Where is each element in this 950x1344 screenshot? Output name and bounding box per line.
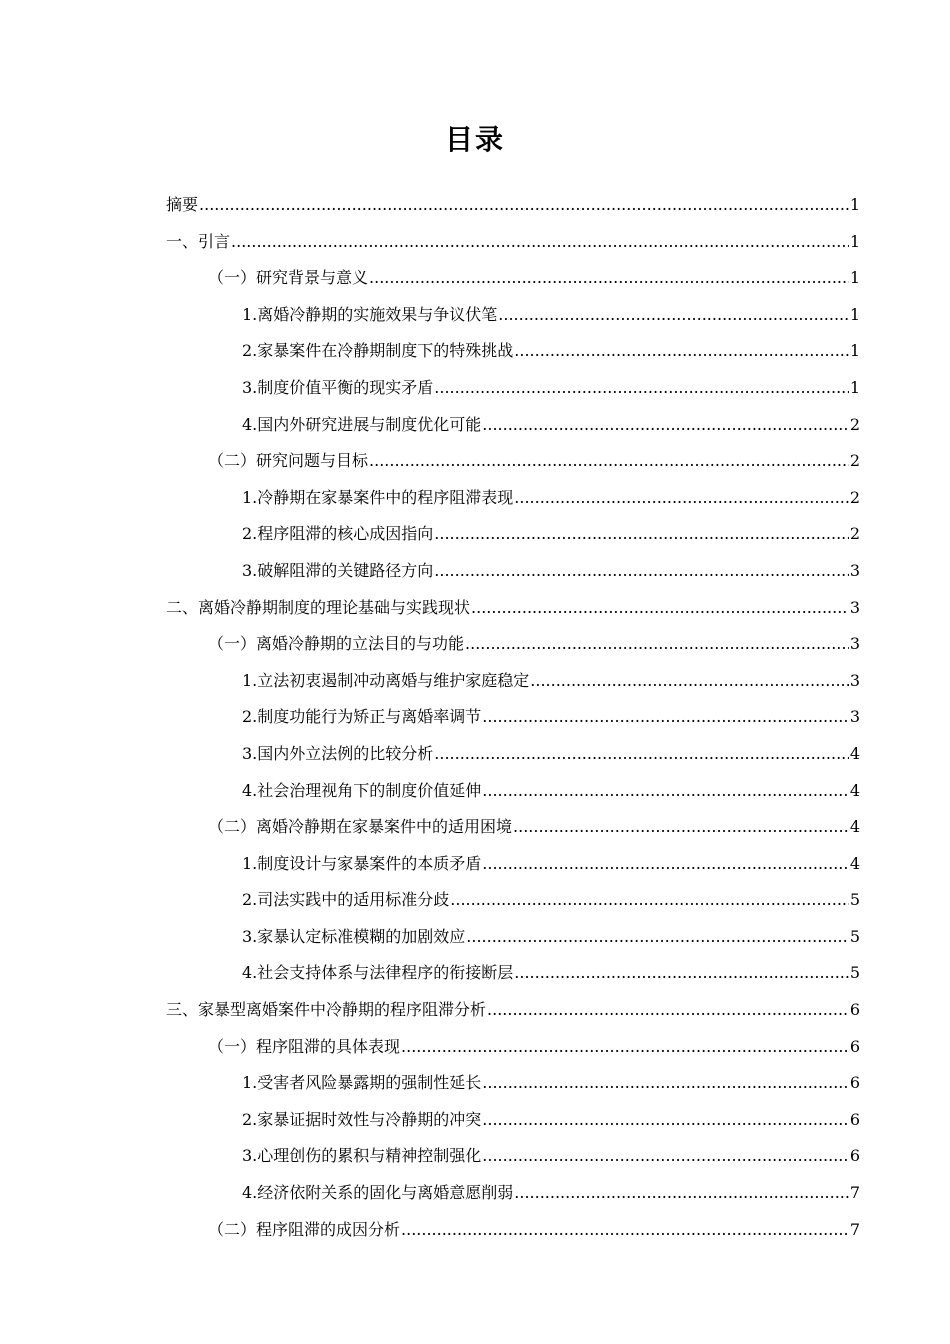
toc-dot-leader	[482, 1138, 849, 1175]
toc-page-number: 6	[849, 1109, 860, 1129]
toc-dot-leader	[482, 1102, 849, 1139]
toc-entry-text: 3.家暴认定标准模糊的加剧效应	[242, 926, 466, 946]
toc-entry-text: 1.制度设计与家暴案件的本质矛盾	[242, 853, 482, 873]
toc-page-number: 4	[849, 743, 860, 763]
toc-dot-leader	[482, 1065, 849, 1102]
toc-entry-text: （二）程序阻滞的成因分析	[208, 1219, 401, 1239]
toc-dot-leader	[482, 407, 849, 444]
toc-page-number: 3	[849, 560, 860, 580]
toc-entry-text: 3.破解阻滞的关键路径方向	[242, 560, 434, 580]
toc-dot-leader	[471, 590, 849, 627]
toc-entry-text: 3.国内外立法例的比较分析	[242, 743, 434, 763]
toc-dot-leader	[514, 955, 849, 992]
toc-page-number: 6	[849, 1146, 860, 1166]
toc-entry[interactable]	[166, 955, 860, 992]
toc-dot-leader	[514, 333, 849, 370]
toc-entry-text: （一）研究背景与意义	[208, 268, 369, 288]
toc-dot-leader	[513, 809, 849, 846]
toc-entry-text: （一）离婚冷静期的立法目的与功能	[208, 634, 465, 654]
toc-list	[166, 187, 860, 1248]
toc-entry[interactable]	[166, 663, 860, 700]
toc-entry-text: （二）离婚冷静期在家暴案件中的适用困境	[208, 817, 513, 837]
toc-entry-text: 摘要	[166, 195, 199, 214]
toc-entry-text: 2.程序阻滞的核心成因指向	[242, 524, 434, 544]
toc-page-number: 3	[849, 634, 860, 654]
toc-dot-leader	[369, 260, 849, 297]
toc-entry-text: （二）研究问题与目标	[208, 451, 369, 471]
toc-page-number: 1	[849, 268, 860, 288]
toc-page-number: 3	[849, 597, 860, 617]
toc-page-number: 3	[849, 670, 860, 690]
toc-dot-leader	[450, 882, 849, 919]
toc-page-number: 6	[849, 1036, 860, 1056]
toc-entry-text: 4.社会支持体系与法律程序的衔接断层	[242, 963, 514, 983]
toc-page-number: 5	[849, 890, 860, 910]
toc-dot-leader	[482, 773, 849, 810]
toc-page-number: 3	[849, 707, 860, 727]
toc-entry-text: 3.心理创伤的累积与精神控制强化	[242, 1146, 482, 1166]
toc-entry[interactable]	[166, 699, 860, 736]
toc-entry-text: 一、引言	[166, 231, 231, 251]
toc-entry-text: 1.受害者风险暴露期的强制性延长	[242, 1073, 482, 1093]
toc-entry[interactable]	[166, 1138, 860, 1175]
toc-dot-leader	[369, 443, 849, 480]
toc-entry[interactable]	[166, 773, 860, 810]
toc-entry[interactable]	[166, 443, 860, 480]
toc-entry-text: 2.家暴案件在冷静期制度下的特殊挑战	[242, 341, 514, 361]
toc-entry[interactable]	[166, 1212, 860, 1249]
toc-entry[interactable]	[166, 407, 860, 444]
toc-entry-text: 4.经济依附关系的固化与离婚意愿削弱	[242, 1183, 514, 1203]
toc-entry[interactable]	[166, 480, 860, 517]
toc-entry[interactable]	[166, 187, 860, 224]
toc-entry-text: 2.司法实践中的适用标准分歧	[242, 890, 450, 910]
toc-page-number: 6	[849, 1000, 860, 1020]
toc-page-number: 6	[849, 1073, 860, 1093]
toc-entry[interactable]	[166, 370, 860, 407]
toc-entry[interactable]	[166, 260, 860, 297]
toc-dot-leader	[482, 699, 849, 736]
toc-entry[interactable]	[166, 333, 860, 370]
toc-entry-text: 2.家暴证据时效性与冷静期的冲突	[242, 1109, 482, 1129]
toc-entry-text: 二、离婚冷静期制度的理论基础与实践现状	[166, 597, 471, 617]
toc-dot-leader	[199, 187, 849, 224]
toc-entry-text: 1.离婚冷静期的实施效果与争议伏笔	[242, 304, 498, 324]
toc-dot-leader	[231, 224, 849, 261]
toc-page-number: 1	[849, 341, 860, 361]
toc-dot-leader	[514, 480, 849, 517]
toc-page-number: 5	[849, 963, 860, 983]
toc-page-number: 2	[849, 487, 860, 507]
toc-dot-leader	[482, 846, 849, 883]
toc-entry-text: 4.社会治理视角下的制度价值延伸	[242, 780, 482, 800]
toc-entry[interactable]	[166, 626, 860, 663]
toc-page-number: 1	[849, 231, 860, 251]
toc-entry[interactable]	[166, 1102, 860, 1139]
toc-entry-text: 1.冷静期在家暴案件中的程序阻滞表现	[242, 487, 514, 507]
toc-page-number: 7	[849, 1183, 860, 1203]
toc-page-number: 4	[849, 853, 860, 873]
toc-dot-leader	[401, 1029, 849, 1066]
toc-entry[interactable]	[166, 882, 860, 919]
toc-entry-text: 3.制度价值平衡的现实矛盾	[242, 377, 434, 397]
toc-entry[interactable]	[166, 553, 860, 590]
toc-entry[interactable]	[166, 809, 860, 846]
toc-entry-text: 1.立法初衷遏制冲动离婚与维护家庭稳定	[242, 670, 530, 690]
toc-entry[interactable]	[166, 516, 860, 553]
toc-entry-text: 4.国内外研究进展与制度优化可能	[242, 414, 482, 434]
toc-page-number: 2	[849, 451, 860, 471]
toc-page-number: 1	[849, 377, 860, 397]
toc-dot-leader	[434, 370, 849, 407]
toc-title: 目录	[444, 123, 505, 156]
toc-dot-leader	[530, 663, 849, 700]
toc-dot-leader	[498, 297, 849, 334]
toc-dot-leader	[434, 736, 849, 773]
toc-entry[interactable]	[166, 224, 860, 261]
toc-entry-text: 2.制度功能行为矫正与离婚率调节	[242, 707, 482, 727]
toc-dot-leader	[465, 626, 849, 663]
toc-page-number: 4	[849, 817, 860, 837]
toc-page-number: 2	[849, 524, 860, 544]
toc-entry[interactable]	[166, 1175, 860, 1212]
toc-dot-leader	[434, 516, 849, 553]
toc-page-number: 7	[849, 1219, 860, 1239]
toc-page-number: 5	[849, 926, 860, 946]
toc-entry[interactable]	[166, 1065, 860, 1102]
toc-entry[interactable]	[166, 297, 860, 334]
toc-page-number: 4	[849, 780, 860, 800]
toc-entry[interactable]	[166, 992, 860, 1029]
toc-entry[interactable]	[166, 590, 860, 627]
toc-entry[interactable]	[166, 919, 860, 956]
toc-dot-leader	[466, 919, 849, 956]
toc-page-number: 2	[849, 414, 860, 434]
toc-page-number: 1	[849, 304, 860, 324]
toc-entry-text: （一）程序阻滞的具体表现	[208, 1036, 401, 1056]
toc-entry-text: 三、家暴型离婚案件中冷静期的程序阻滞分析	[166, 1000, 487, 1020]
toc-dot-leader	[401, 1212, 849, 1249]
toc-page-number: 1	[849, 195, 860, 214]
toc-entry[interactable]	[166, 736, 860, 773]
toc-dot-leader	[487, 992, 849, 1029]
toc-dot-leader	[514, 1175, 849, 1212]
toc-dot-leader	[434, 553, 849, 590]
toc-entry[interactable]	[166, 1029, 860, 1066]
toc-entry[interactable]	[166, 846, 860, 883]
